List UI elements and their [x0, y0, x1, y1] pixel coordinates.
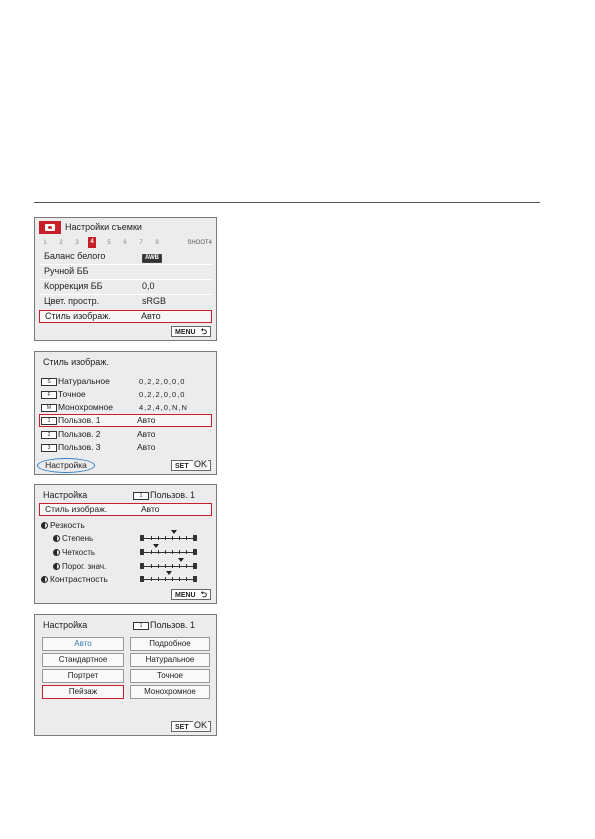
camera-icon — [39, 221, 61, 234]
section-divider — [34, 202, 540, 203]
menu-back-button[interactable]: MENU ⮌ — [171, 589, 211, 600]
threshold-icon — [53, 563, 60, 570]
style-row-natural[interactable]: S Натуральное 0,2,2,0,0,0 — [39, 375, 212, 388]
slider-tick — [165, 536, 166, 540]
slider-tick — [186, 577, 187, 581]
slider-tick — [158, 550, 159, 554]
style-row-user-2[interactable]: 2 Пользов. 2 Авто — [39, 428, 212, 441]
preset-faithful-button[interactable]: Точное — [130, 669, 210, 683]
awb-icon: AWB — [142, 254, 162, 263]
sharpness-icon — [41, 522, 48, 529]
screen-title: Стиль изображ. — [43, 357, 109, 367]
tab-2[interactable]: 2 — [59, 240, 63, 246]
menu-row-custom-wb[interactable]: Ручной ББ — [44, 266, 89, 276]
picture-style-icon: S — [41, 378, 57, 386]
slider-tick — [179, 564, 180, 568]
picture-style-icon: F — [41, 391, 57, 399]
preset-monochrome-button[interactable]: Монохромное — [130, 685, 210, 699]
slider-tick — [179, 577, 180, 581]
slider-tick — [151, 550, 152, 554]
slider-tick — [179, 536, 180, 540]
menu-row-wb-correction[interactable]: Коррекция ББ 0,0 — [44, 281, 155, 291]
detail-set-button[interactable]: Настройка — [37, 458, 95, 473]
menu-row-white-balance[interactable]: Баланс белого AWB — [39, 250, 212, 263]
slider-tick — [186, 564, 187, 568]
slider-min-cap — [140, 535, 144, 541]
slider-max-cap — [193, 535, 197, 541]
fineness-row[interactable]: Четкость — [39, 546, 212, 559]
screen-header-left: Настройка — [43, 490, 88, 500]
tab-1[interactable]: 1 — [43, 240, 47, 246]
contrast-icon — [41, 576, 48, 583]
slider-tick — [186, 550, 187, 554]
contrast-row[interactable]: Контрастность — [39, 573, 212, 586]
slider-tick — [151, 564, 152, 568]
preset-auto-button[interactable]: Авто — [42, 637, 124, 651]
picture-style-icon: 3 — [41, 444, 57, 452]
slider-min-cap — [140, 549, 144, 555]
slider-tick — [151, 577, 152, 581]
style-row[interactable]: Стиль изображ. Авто — [39, 503, 212, 516]
preset-select-screen — [34, 614, 217, 736]
slider-tick — [172, 564, 173, 568]
preset-portrait-button[interactable]: Портрет — [42, 669, 124, 683]
strength-row[interactable]: Степень — [39, 532, 212, 545]
tab-4[interactable]: 4 — [88, 237, 96, 248]
slider-max-cap — [193, 549, 197, 555]
set-ok-button[interactable]: SET OK — [171, 721, 211, 732]
preset-landscape-button[interactable]: Пейзаж — [42, 685, 124, 699]
menu-row-picture-style[interactable]: Стиль изображ. Авто — [39, 310, 212, 323]
slider-marker — [178, 558, 184, 562]
set-ok-button[interactable]: SET OK — [171, 460, 211, 471]
style-row-monochrome[interactable]: M Монохромное 4,2,4,0,N,N — [39, 401, 212, 414]
fineness-slider[interactable] — [140, 548, 197, 556]
return-icon: ⮌ — [200, 590, 207, 599]
preset-detailed-button[interactable]: Подробное — [130, 637, 210, 651]
fineness-icon — [53, 549, 60, 556]
slider-tick — [165, 577, 166, 581]
slider-marker — [166, 571, 172, 575]
slider-min-cap — [140, 563, 144, 569]
strength-slider[interactable] — [140, 534, 197, 542]
slider-tick — [165, 564, 166, 568]
screen-header-left: Настройка — [43, 620, 88, 630]
screen-header-right: 1 Пользов. 1 — [133, 490, 195, 500]
strength-icon — [53, 535, 60, 542]
slider-marker — [171, 530, 177, 534]
slider-tick — [172, 536, 173, 540]
slider-min-cap — [140, 576, 144, 582]
tab-8[interactable]: 8 — [155, 240, 159, 246]
picture-style-icon: 2 — [41, 431, 57, 439]
slider-tick — [186, 536, 187, 540]
slider-marker — [153, 544, 159, 548]
slider-tick — [172, 550, 173, 554]
return-icon: ⮌ — [200, 327, 207, 336]
style-row-user-3[interactable]: 3 Пользов. 3 Авто — [39, 441, 212, 454]
slider-tick — [151, 536, 152, 540]
picture-style-icon: 1 — [133, 622, 149, 630]
threshold-row[interactable]: Порог. знач. — [39, 560, 212, 573]
picture-style-screen — [34, 351, 217, 475]
screen-title: Настройки съемки — [65, 222, 142, 232]
style-row-faithful[interactable]: F Точное 0,2,2,0,0,0 — [39, 388, 212, 401]
menu-back-button[interactable]: MENU ⮌ — [171, 326, 211, 337]
screen-header-right: 1 Пользов. 1 — [133, 620, 195, 630]
threshold-slider[interactable] — [140, 562, 197, 570]
slider-max-cap — [193, 563, 197, 569]
detail-settings-screen — [34, 484, 217, 604]
style-row-user-1[interactable]: 1 Пользов. 1 Авто — [39, 414, 212, 427]
sharpness-row[interactable]: Резкость — [39, 519, 212, 532]
preset-standard-button[interactable]: Стандартное — [42, 653, 124, 667]
picture-style-icon: 1 — [133, 492, 149, 500]
tab-group-label: SHOOT4 — [187, 240, 212, 246]
slider-tick — [172, 577, 173, 581]
tab-5[interactable]: 5 — [107, 240, 111, 246]
tab-6[interactable]: 6 — [123, 240, 127, 246]
slider-max-cap — [193, 576, 197, 582]
tab-3[interactable]: 3 — [75, 240, 79, 246]
slider-tick — [158, 564, 159, 568]
slider-tick — [158, 536, 159, 540]
slider-tick — [165, 550, 166, 554]
menu-row-color-space[interactable]: Цвет. простр. sRGB — [44, 296, 167, 306]
slider-tick — [158, 577, 159, 581]
preset-natural-button[interactable]: Натуральное — [130, 653, 210, 667]
slider-tick — [179, 550, 180, 554]
picture-style-icon: M — [41, 404, 57, 412]
contrast-slider[interactable] — [140, 575, 197, 583]
shooting-settings-screen — [34, 217, 217, 341]
tab-7[interactable]: 7 — [139, 240, 143, 246]
picture-style-icon: 1 — [41, 417, 57, 425]
tab-strip — [39, 237, 212, 249]
